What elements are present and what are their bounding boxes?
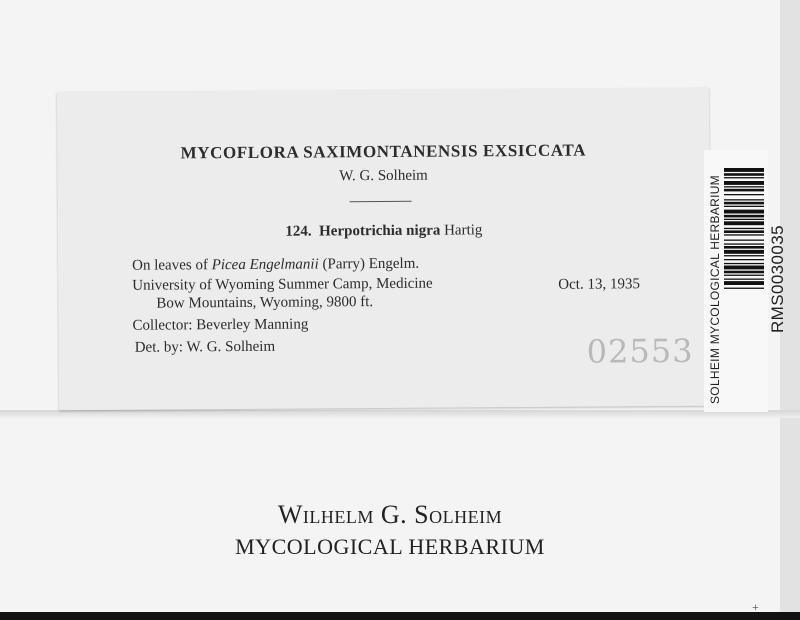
series-title: MYCOFLORA SAXIMONTANENSIS EXSICCATA (180, 140, 587, 163)
herbarium-subtitle: MYCOLOGICAL HERBARIUM (235, 534, 545, 559)
barcode-bar (724, 266, 764, 270)
barcode-bar (724, 250, 764, 254)
packet-fold (0, 410, 800, 418)
host-species: Picea Engelmanii (211, 256, 319, 274)
barcode-bar (724, 186, 764, 187)
barcode-bar (724, 199, 764, 200)
barcode-bar (724, 263, 764, 264)
barcode-bar (724, 246, 764, 249)
barcode-number: RMS0030035 (768, 225, 787, 333)
herbarium-name: Wilhelm G. Solheim (277, 500, 503, 529)
barcode-bar (724, 168, 764, 172)
barcode-bar (724, 240, 764, 241)
barcode-bar (724, 194, 764, 195)
barcode-bar (724, 228, 764, 229)
barcode-bar (724, 177, 764, 178)
locality-line-2: Bow Mountains, Wyoming, 9800 ft. (156, 294, 374, 312)
barcode-bar (724, 271, 764, 274)
barcode-bar (724, 210, 764, 214)
species-line (58, 221, 710, 243)
barcode-bar (724, 206, 764, 207)
corner-mark: + (752, 600, 759, 614)
barcode-institution: SOLHEIM MYCOLOGICAL HERBARIUM (708, 175, 722, 404)
host-prefix: On leaves of (132, 257, 208, 274)
barcode-bar (724, 243, 764, 244)
barcode-bar (724, 202, 764, 205)
barcode-bar (724, 281, 764, 285)
accession-stamp: 02553 (586, 331, 694, 371)
host-line (132, 256, 419, 275)
species-author: Hartig (444, 222, 483, 239)
barcode-bar (724, 173, 764, 176)
barcode-bar (724, 259, 764, 260)
species-name: Herpotrichia nigra (319, 222, 441, 240)
barcode-bar (724, 181, 764, 185)
barcode-bar (724, 288, 764, 289)
locality-line-1: University of Wyoming Summer Camp, Medicine (132, 275, 433, 294)
specimen-label (57, 88, 711, 411)
barcode-bar (724, 230, 764, 233)
barcode-bar (724, 189, 764, 192)
barcode-bar (724, 279, 764, 280)
barcode-bar (724, 215, 764, 218)
series-editor: W. G. Solheim (339, 167, 428, 185)
barcode-bar (724, 234, 764, 235)
barcode (724, 168, 764, 380)
divider-rule (350, 201, 412, 202)
exsiccata-number: 124. (285, 223, 312, 240)
determiner-line: Det. by: W. G. Solheim (134, 338, 276, 356)
barcode-bar (724, 219, 764, 220)
collection-date: Oct. 13, 1935 (558, 276, 640, 293)
host-author: (Parry) Engelm. (322, 255, 420, 273)
barcode-bar (724, 221, 764, 225)
scan-border (0, 612, 800, 620)
barcode-bar (724, 255, 764, 256)
barcode-bar (724, 275, 764, 276)
collector-line: Collector: Beverley Manning (132, 316, 309, 334)
